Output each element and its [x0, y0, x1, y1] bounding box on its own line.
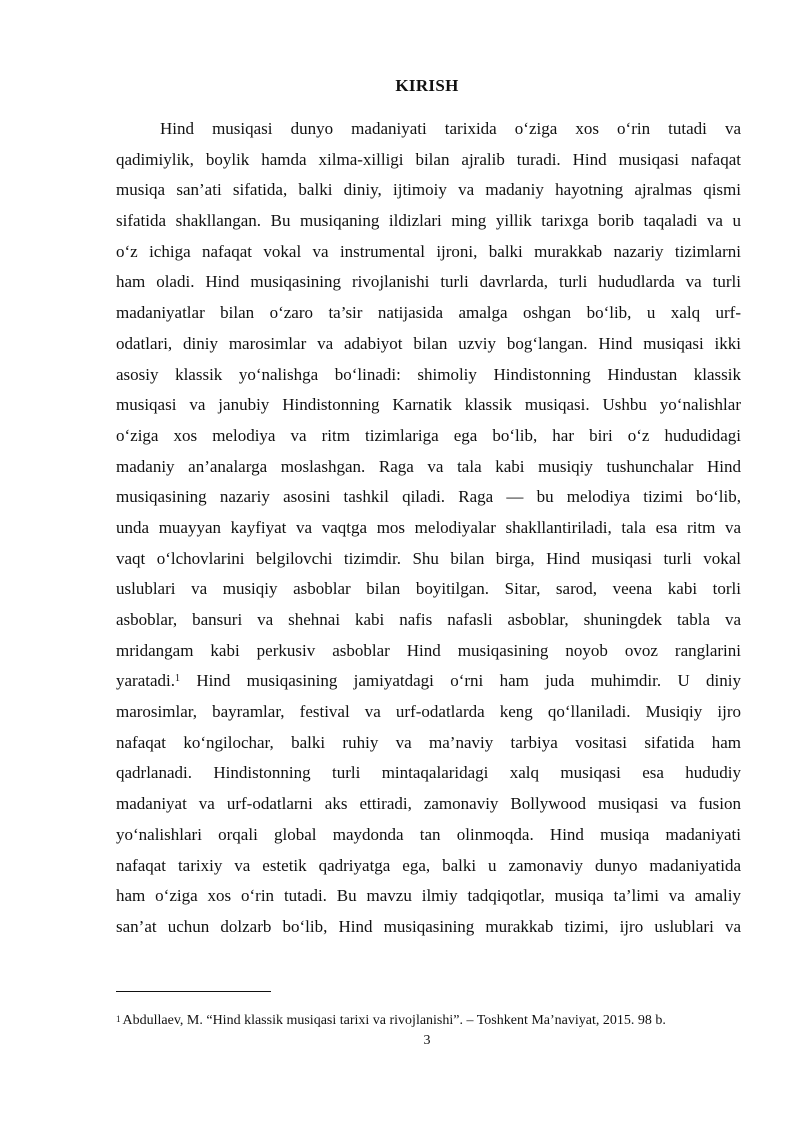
text-line: musiqasining nazariy asosini tashkil qiladi. Raga — bu melodiya tizimi bo‘lib,	[116, 487, 741, 507]
text-line: yo‘nalishlari orqali global maydonda tan olinmoqda. Hind musiqa madaniyati	[116, 824, 741, 844]
text-line: vaqt o‘lchovlarini belgilovchi tizimdir. Shu bilan birga, Hind musiqasi turli vokal	[116, 548, 741, 568]
text-line: mridangam kabi perkusiv asboblar Hind musiqasining noyob ovoz ranglarini	[116, 640, 741, 660]
footnote-mark: 1	[116, 1014, 121, 1024]
text-line: o‘z ichiga nafaqat vokal va instrumental ijroni, balki murakkab nazariy tizimlarni	[116, 241, 741, 261]
text-line: sifatida shakllangan. Bu musiqaning ildizlari ming yillik tarixga borib taqaladi va u	[116, 211, 741, 231]
text-line: san’at uchun dolzarb bo‘lib, Hind musiqasining murakkab tizimi, ijro uslublari va	[116, 916, 741, 936]
footnote-text: Abdullaev, M. “Hind klassik musiqasi tarixi va rivojlanishi”. – Toshkent Ma’naviyat, 2015. 98 b.	[122, 1013, 666, 1028]
text-line: ham oladi. Hind musiqasining rivojlanishi turli davrlarda, turli hududlarda va turli	[116, 272, 741, 292]
text-line-with-footnote-ref	[116, 666, 741, 697]
text-line: uslublari va musiqiy asboblar bilan boyitilgan. Sitar, sarod, veena kabi torli	[116, 579, 741, 599]
text-line: ham o‘ziga xos o‘rin tutadi. Bu mavzu ilmiy tadqiqotlar, musiqa ta’limi va amaliy	[116, 886, 741, 906]
text-line: asosiy klassik yo‘nalishga bo‘linadi: shimoliy Hindistonning Hindustan klassik	[116, 364, 741, 384]
text-line: Hind musiqasi dunyo madaniyati tarixida o‘ziga xos o‘rin tutadi va	[160, 119, 741, 138]
text-line: nafaqat tarixiy va estetik qadriyatga ega, balki u zamonaviy dunyo madaniyatida	[116, 855, 741, 875]
page-title: KIRISH	[395, 76, 459, 95]
footnote-separator	[116, 991, 271, 992]
text-line: nafaqat ko‘ngilochar, balki ruhiy va ma’naviy tarbiya vositasi sifatida ham	[116, 732, 741, 752]
text-line: qadimiylik, boylik hamda xilma-xilligi bilan ajralib turadi. Hind musiqasi nafaqat	[116, 149, 741, 169]
text-line: unda muayyan kayfiyat va vaqtga mos melodiyalar shakllantiriladi, tala esa ritm va	[116, 517, 741, 537]
body-paragraph	[116, 114, 741, 943]
text-line: marosimlar, bayramlar, festival va urf-odatlarda keng qo‘llaniladi. Musiqiy ijro	[116, 702, 741, 722]
text-line: o‘ziga xos melodiya va ritm tizimlariga ega bo‘lib, har biri o‘z hududidagi	[116, 425, 741, 445]
text-line: madaniyatlar bilan o‘zaro ta’sir natijasida amalga oshgan bo‘lib, u xalq urf-	[116, 303, 741, 323]
text-line: madaniyat va urf-odatlarni aks ettiradi, zamonaviy Bollywood musiqasi va fusion	[116, 794, 741, 814]
footnote-reference[interactable]: 1	[175, 673, 180, 685]
text-line: musiqa san’ati sifatida, balki diniy, ijtimoiy va madaniy hayotning ajralmas qismi	[116, 180, 741, 200]
text-line: odatlari, diniy marosimlar va adabiyot bilan uzviy bog‘langan. Hind musiqasi ikki	[116, 333, 741, 353]
text-line: musiqasi va janubiy Hindistonning Karnatik klassik musiqasi. Ushbu yo‘nalishlar	[116, 395, 741, 415]
text-line: qadrlanadi. Hindistonning turli mintaqalaridagi xalq musiqasi esa hududiy	[116, 763, 741, 783]
text-segment: yaratadi.	[116, 671, 175, 691]
footnote	[116, 1013, 741, 1029]
text-segment: Hind musiqasining jamiyatdagi o‘rni ham juda muhimdir. U diniy	[180, 671, 741, 691]
page-number: 3	[423, 1033, 431, 1048]
text-line: asboblar, bansuri va shehnai kabi nafis nafasli asboblar, shuningdek tabla va	[116, 610, 741, 629]
text-line: madaniy an’analarga moslashgan. Raga va tala kabi musiqiy tushunchalar Hind	[116, 456, 741, 476]
